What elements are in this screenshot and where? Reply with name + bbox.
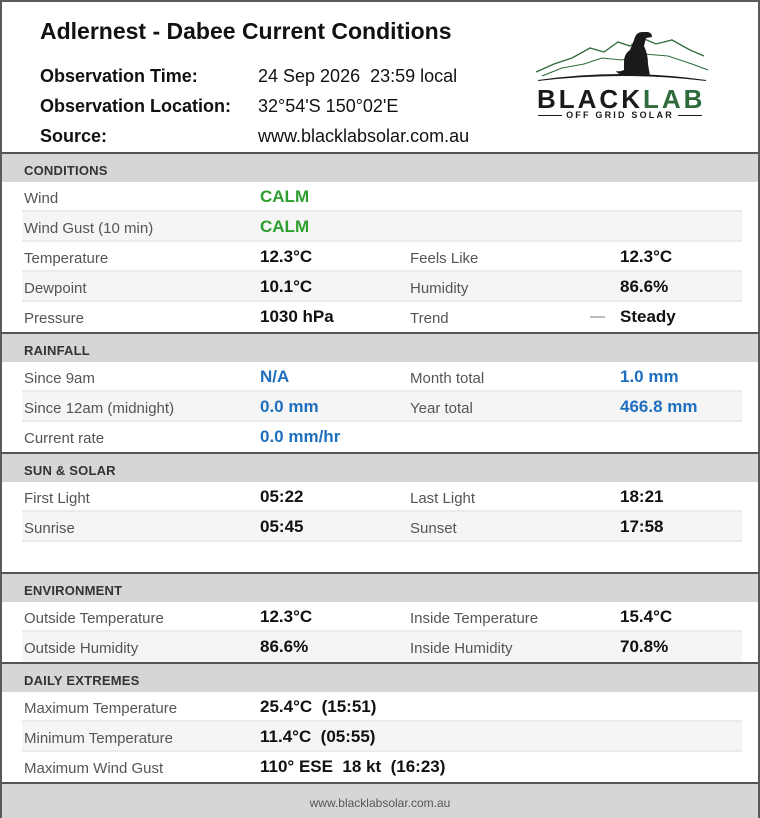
first-light-value: 05:22 — [260, 487, 304, 506]
logo-tagline — [538, 110, 702, 120]
section-daily-extremes — [2, 662, 758, 692]
max-wind-gust-label: Maximum Wind Gust — [24, 760, 164, 777]
humidity-value: 86.6% — [620, 277, 669, 296]
row-outside-temperature — [22, 602, 742, 632]
tagline-rule-right — [678, 115, 702, 116]
row-dewpoint — [22, 272, 742, 302]
row-since-9am — [22, 362, 742, 392]
sunset-label: Sunset — [410, 520, 457, 537]
dewpoint-value: 10.1°C — [260, 277, 313, 296]
outside-temperature-label: Outside Temperature — [24, 610, 164, 627]
row-empty — [22, 542, 742, 572]
max-temperature-value: 25.4°C (15:51) — [260, 697, 377, 716]
section-heading: ENVIRONMENT — [24, 583, 123, 598]
row-wind — [22, 182, 742, 212]
last-light-value: 18:21 — [620, 487, 664, 506]
wind-gust-value: CALM — [260, 217, 310, 236]
row-max-temperature — [22, 692, 742, 722]
observation-location-label: Observation Location: — [40, 96, 232, 116]
inside-temperature-label: Inside Temperature — [410, 610, 539, 627]
footer-link[interactable]: www.blacklabsolar.com.au — [309, 796, 451, 810]
current-rate-label: Current rate — [24, 430, 105, 447]
outside-temperature-value: 12.3°C — [260, 607, 313, 626]
row-outside-humidity — [22, 632, 742, 662]
logo-word-green: LAB — [643, 84, 706, 114]
outside-humidity-label: Outside Humidity — [24, 640, 139, 657]
dewpoint-label: Dewpoint — [24, 280, 87, 297]
section-conditions — [2, 152, 758, 182]
observation-time-value: 24 Sep 2026 23:59 local — [258, 66, 458, 86]
wind-value: CALM — [260, 187, 310, 206]
feels-like-label: Feels Like — [410, 250, 479, 267]
row-pressure — [22, 302, 742, 332]
sunrise-label: Sunrise — [24, 520, 75, 537]
header — [2, 2, 758, 152]
row-wind-gust — [22, 212, 742, 242]
section-heading: RAINFALL — [24, 343, 90, 358]
since-9am-label: Since 9am — [24, 370, 95, 387]
row-first-light — [22, 482, 742, 512]
section-heading: SUN & SOLAR — [24, 463, 116, 478]
last-light-label: Last Light — [410, 490, 476, 507]
observation-time-label: Observation Time: — [40, 66, 198, 86]
row-max-wind-gust — [22, 752, 742, 782]
logo-word-black: BLACK — [537, 84, 643, 114]
temperature-value: 12.3°C — [260, 247, 313, 266]
row-current-rate — [22, 422, 742, 452]
max-temperature-label: Maximum Temperature — [24, 700, 178, 717]
since-midnight-label: Since 12am (midnight) — [24, 400, 175, 417]
section-sun-solar — [2, 452, 758, 482]
row-since-midnight — [22, 392, 742, 422]
wind-label: Wind — [24, 190, 59, 207]
source-label: Source: — [40, 126, 108, 146]
trend-steady-icon: — — [590, 308, 605, 325]
year-total-value: 466.8 mm — [620, 397, 698, 416]
inside-humidity-label: Inside Humidity — [410, 640, 513, 657]
section-environment — [2, 572, 758, 602]
row-min-temperature — [22, 722, 742, 752]
wind-gust-label: Wind Gust (10 min) — [24, 220, 154, 237]
sunrise-value: 05:45 — [260, 517, 304, 536]
trend-label: Trend — [410, 310, 449, 327]
humidity-label: Humidity — [410, 280, 469, 297]
sunset-value: 17:58 — [620, 517, 664, 536]
trend-value: Steady — [620, 307, 676, 326]
page-title: Adlernest - Dabee Current Conditions — [40, 18, 452, 44]
footer — [2, 782, 758, 818]
row-temperature — [22, 242, 742, 272]
observation-location-value: 32°54'S 150°02'E — [258, 96, 399, 116]
first-light-label: First Light — [24, 490, 90, 507]
tagline-rule-left — [538, 115, 562, 116]
month-total-value: 1.0 mm — [620, 367, 679, 386]
year-total-label: Year total — [410, 400, 473, 417]
month-total-label: Month total — [410, 370, 485, 387]
max-wind-gust-value: 110° ESE 18 kt (16:23) — [260, 757, 446, 776]
outside-humidity-value: 86.6% — [260, 637, 309, 656]
mountain-dog-icon — [532, 24, 712, 86]
logo-tagline-text: OFF GRID SOLAR — [566, 110, 674, 120]
row-sunrise — [22, 512, 742, 542]
pressure-value: 1030 hPa — [260, 307, 334, 326]
feels-like-value: 12.3°C — [620, 247, 673, 266]
since-9am-value: N/A — [260, 367, 290, 386]
inside-humidity-value: 70.8% — [620, 637, 669, 656]
min-temperature-value: 11.4°C (05:55) — [260, 727, 376, 746]
temperature-label: Temperature — [24, 250, 109, 267]
pressure-label: Pressure — [24, 310, 85, 327]
min-temperature-label: Minimum Temperature — [24, 730, 173, 747]
current-rate-value: 0.0 mm/hr — [260, 427, 341, 446]
inside-temperature-value: 15.4°C — [620, 607, 673, 626]
source-value[interactable]: www.blacklabsolar.com.au — [258, 126, 470, 146]
blacklab-logo — [532, 24, 712, 124]
since-midnight-value: 0.0 mm — [260, 397, 319, 416]
section-heading: DAILY EXTREMES — [24, 673, 140, 688]
section-heading: CONDITIONS — [24, 163, 108, 178]
section-rainfall — [2, 332, 758, 362]
